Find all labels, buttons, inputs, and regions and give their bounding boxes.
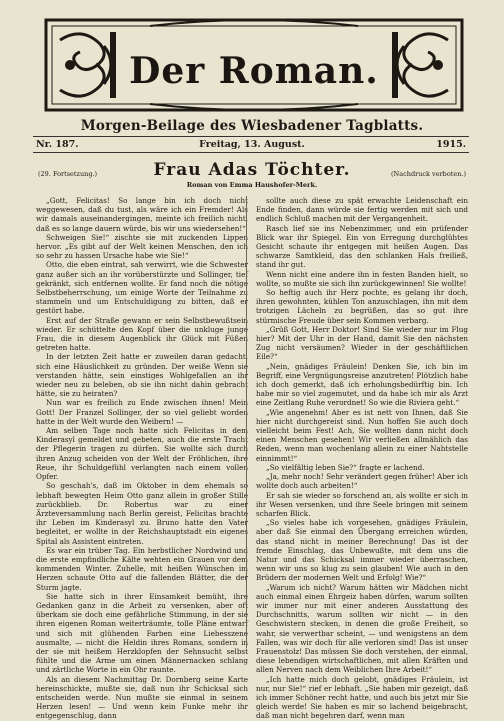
- story-title: Frau Adas Töchter.: [153, 160, 351, 180]
- issue-number: Nr. 187.: [36, 139, 79, 150]
- paragraph: „Ja, mehr noch! Sehr verändert gegen früher! Aber ich wollte doch auch arbeiten!“: [256, 472, 468, 491]
- paragraph: Schweigen Sie!“ zischte sie mit zuckenden Lippen hervor. „Es gibt auf der Welt keinen Menschen, den ich so sehr zu hassen Ursache habe wie Sie!“: [36, 232, 248, 261]
- paragraph: Wenn nicht eine andere ihn in festen Banden hielt, so wollte, so mußte sie sich ihn zurückgewinnen! Sie wollte!: [256, 269, 468, 288]
- paragraph: Erst auf der Straße gewann er sein Selbstbewußtsein wieder. Er schüttelte den Kopf über die unkluge junge Frau, die in diesem Augenblick ihr Glück mit Füßen getreten hatte.: [36, 315, 248, 353]
- paragraph: Er sah sie wieder so forschend an, als wollte er sich in ihr Wesen versenken, und ihre Seele bringen mit seinem scharfen Blick.: [256, 490, 468, 518]
- dateline-rule-top: [33, 136, 469, 137]
- paragraph: Am selben Tage noch hatte sich Felicitas in dem Kinderasyl gemeldet und gebeten, auch die erste Tracht der Pflegerin tragen zu dürfen. Sie wollte sich durch ihren Anzug scheiden von der Welt der Fröhlichen, ihre Reue, ihr Schuldgefühl verlangten nach einem vollen Opfer.: [36, 426, 248, 482]
- column-divider: [246, 196, 247, 648]
- paragraph: Sie hatte sich in ihrer Einsamkeit bemüht, ihre Gedanken ganz in die Arbeit zu versenken, aber oft überkam sie doch eine gefährliche Stimmung, in der sie ihren eigenen Roman weiterträumte, tolle Pläne entwarf und sich mit glühenden Farben eine Liebesszene ausmalte, — nicht die Heldin ihres Romans, sondern in der sie mit heißem Herzklopfen der Sehnsucht selbst fühlte und die Arme um einen Männernacken schlang und zärtliche Worte in ein Ohr raunte.: [36, 591, 248, 675]
- paragraph: „Gott, Felicitas! So lange bin ich doch nicht weggewesen, daß du tust, als wäre ich ein Fremder! Als wir damals auseinandergingen, meinte ich freilich nicht, daß es so lange dauern würde, bis wir uns wiedersehen!“: [36, 196, 248, 233]
- masthead-subtitle: Morgen-Beilage des Wiesbadener Tagblatts.: [80, 118, 424, 134]
- paragraph: „So vieles habe ich vorgesehen, gnädiges Fräulein, aber daß Sie einmal den Übergang erreichen würden, das stand nicht in meiner Berechnung! Das ist der fremde Einschlag, das Unbewußte, mit dem uns die Natur und das Schicksal immer wieder überraschen, wenn wir uns so klug zu sein glauben! Wie auch in den Brüdern der modernen Welt und Erfolg! Wie?“: [256, 518, 468, 583]
- issue-date: Freitag, 13. August.: [199, 139, 305, 150]
- paragraph: „Wie angenehm! Aber es ist nett von Ihnen, daß Sie hier nicht durchgereist sind. Nun hoffen Sie auch doch vielleicht beim Fest! Ach, Sie wollten dann nicht doch einen Menschen gesehen! Wir verließen allmählich das Reden, wenn man wochenlang allein zu einer Nahtstelle einnimmt!“: [256, 407, 468, 463]
- text-column-left: [36, 196, 248, 721]
- masthead: [40, 16, 468, 114]
- paragraph: So heftig auch ihr Herz pochte, es gelang ihr doch, ihren gewohnten, kühlen Ton anzuschlagen, ihn mit dem trotzigen Lächeln zu begrüßen, das so gut ihre stürmische Freude über sein Kommen verbarg.: [256, 288, 468, 325]
- paragraph: „So vielfältig leben Sie?“ fragte er lachend.: [266, 462, 425, 472]
- dateline-rule-bottom: [33, 152, 469, 153]
- paragraph: Otto, die eben eintrat, sah verwirrt, wie die Schwester ganz außer sich an ihr vorüberstürzte und Sollinger, tief gekränkt, sich entfernen wollte. Er fand noch die nötige Selbstbeherrschung, um einige Worte der Teilnahme zu stammeln und um Entschuldigung zu bitten, daß er gestört habe.: [36, 260, 248, 316]
- paragraph: „Nein, gnädiges Fräulein! Denken Sie, ich bin im Begriff, eine Vergnügungsreise anzutreten! Plötzlich habe ich doch gemerkt, daß ich erholungsbedürftig bin. Ich habe mir so viel zugemutet, und da habe ich mir als Arzt eine Zeitlang Ruhe verordnet! So wie die Riviera geht.“: [256, 361, 468, 408]
- masthead-title: Der Roman.: [129, 50, 379, 92]
- issue-year: 1915.: [436, 139, 466, 150]
- paragraph: „Ich hatte mich doch gelobt, gnädiges Fräulein, ist nur, nur Sie!“ rief er lebhaft. „Sie haben mir gezeigt, daß ich immer Schöner recht hatte, und auch bis jetzt mir Sie gleich werde! Sie haben es mir so lachend beigebracht, daß man nicht begehren darf, wenn man: [256, 674, 468, 721]
- paragraph: „Grüß Gott, Herr Doktor! Sind Sie wieder nur im Flug hier? Mit der Uhr in der Hand, damit Sie den nächsten Zug nicht versäumen? Wieder in der geschäftlichen Eile?“: [256, 324, 468, 362]
- paragraph: Rasch lief sie ins Nebenzimmer, und ein prüfender Blick war ihr Spiegel. Ein von Erregung durchglühtes Gesicht schaute ihr entgegen mit heißen Augen. Das schwarze Samtkleid, das den schlanken Hals freiließ, stand ihr gut.: [256, 223, 468, 270]
- text-column-right: [256, 196, 468, 721]
- paragraph: In der letzten Zeit hatte er zuweilen daran gedacht, sich eine Häuslichkeit zu gründen. Der weiße Wenn sie verstanden hätte, sein einstiges Wohlgefallen an ihr wieder neu zu beleben, ob sie ihn nicht dahin gebracht hätte, sie zu heiraten?: [36, 352, 248, 399]
- paragraph: Als an diesem Nachmittag Dr. Dornberg seine Karte hereinschickte, mußte sie, daß nun ihr Schicksal sich entscheiden werde. Nun mußte sie einmal in seinem Herzen lesen! — Und wenn kein Funke mehr ihr entgegenschlug, dann: [36, 674, 248, 721]
- paragraph: So geschah's, daß im Oktober in dem ehemals so lebhaft bewegten Heim Otto ganz allein in großer Stille zurückblieb. Dr. Robertus war zu einer Ärzteversammlung nach Berlin gereist, Felicitas brachte ihr Leben im Kinderasyl zu. Bruno hatte den Vater begleitet, er wollte in der Reichshauptstadt ein eigenes Spital als Assistent eintreten.: [36, 481, 248, 546]
- story-byline: Roman von Emma Haushofer-Merk.: [186, 181, 318, 189]
- paragraph: „Warum ich nicht? Warum hätten wir Mädchen nicht auch einmal einen Ehrgeiz haben dürfen, warum sollten wir immer nur mit einer anderen Ausstattung des Durchschnitts, warum sollten wir nicht — in den Geschwistern stecken, in denen die große Freiheit, so wahr, sie verwertbar scheint, — und wenigstens an dem Fallen, was wir doch für alle verloren sind! Das ist unser Frauenstolz! Das müssen Sie doch verstehen, der einmal, diese lebendigen wirtschaftlichen, mit allen Kräften und allen Nerven nach dem Weiblichen Ihre Arbeit!“: [256, 582, 468, 675]
- paragraph: Nun war es freilich zu Ende zwischen ihnen! Mein Gott! Der Franzel Sollinger, der so viel geliebt worden hatte in der Welt wurde den Weibern! —: [36, 398, 248, 426]
- paragraph: sollte auch diese zu spät erwachte Leidenschaft ein Ende finden, dann würde sie fertig werden mit sich und endlich Schluß machen mit der Vergangenheit.: [256, 196, 468, 224]
- continuation-label: (29. Fortsetzung.): [38, 170, 98, 178]
- reprint-note: (Nachdruck verboten.): [391, 170, 466, 178]
- paragraph: Es war ein trüber Tag. Ein herbstlicher Nordwind und die erste empfindliche Kälte wehten ein Grauen vor dem kommenden Winter. Zuhelle, mit heißen Wünschen im Herzen schaute Otto auf die fallenden Blätter, die der Sturm jagte.: [36, 545, 248, 592]
